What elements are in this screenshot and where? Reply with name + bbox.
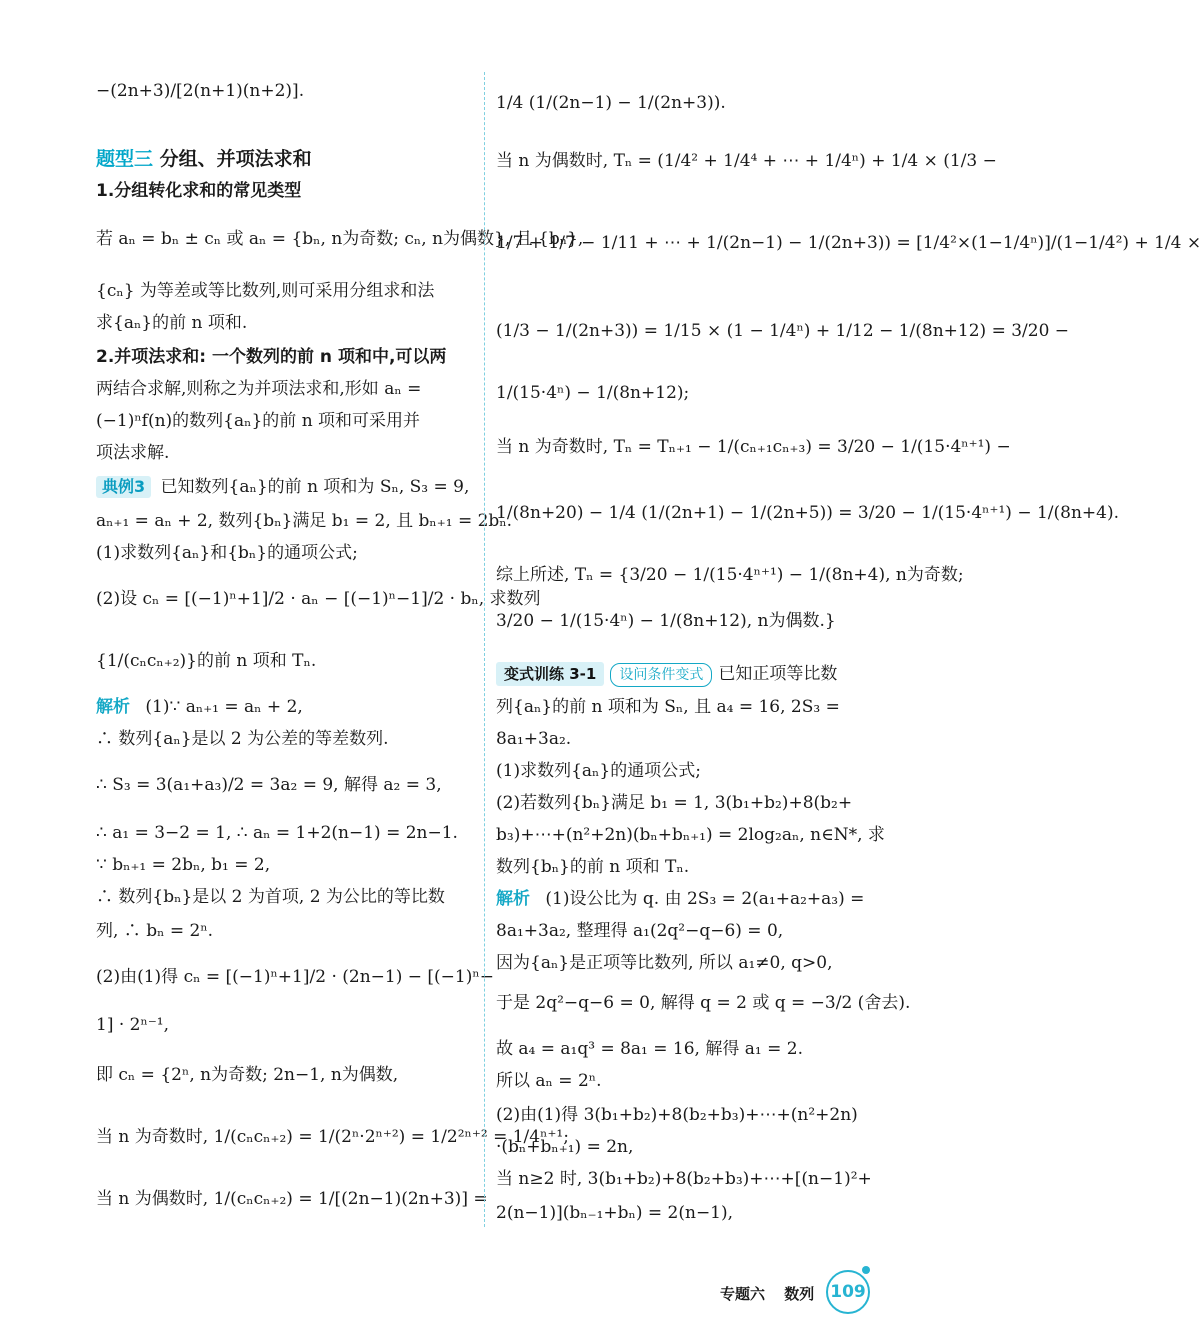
page-footer: [720, 1283, 814, 1304]
right-line-7: 1/(8n+20) − 1/4 (1/(2n+1) − 1/(2n+5)) = 3/20 − 1/(15·4ⁿ⁺¹) − 1/(8n+4).: [496, 503, 1120, 523]
left-line-13: (1)求数列{aₙ}和{bₙ}的通项公式;: [96, 543, 358, 563]
right-line-8: 综上所述, Tₙ = {3/20 − 1/(15·4ⁿ⁺¹) − 1/(8n+4), n为奇数;: [496, 565, 964, 585]
section-tag: 题型三: [96, 148, 154, 170]
right-line-22: 所以 aₙ = 2ⁿ.: [496, 1071, 602, 1091]
section-heading: [96, 148, 312, 170]
left-line-4: 若 aₙ = bₙ ± cₙ 或 aₙ = {bₙ, n为奇数; cₙ, n为偶数}, 且 {bₙ},: [96, 229, 584, 249]
left-line-24: 1] · 2ⁿ⁻¹,: [96, 1015, 170, 1035]
left-line-25: 即 cₙ = {2ⁿ, n为奇数; 2n−1, n为偶数,: [96, 1065, 399, 1085]
right-line-4: (1/3 − 1/(2n+3)) = 1/15 × (1 − 1/4ⁿ) + 1/12 − 1/(8n+12) = 3/20 −: [496, 321, 1070, 341]
left-line-18: ∴ S₃ = 3(a₁+a₃)/2 = 3a₂ = 9, 解得 a₂ = 3,: [96, 775, 442, 795]
column-divider: [484, 72, 485, 1227]
left-line-17: ∴ 数列{aₙ}是以 2 为公差的等差数列.: [96, 729, 389, 749]
left-line-20: ∵ bₙ₊₁ = 2bₙ, b₁ = 2,: [96, 855, 271, 875]
left-line-8: 两结合求解,则称之为并项法求和,形如 aₙ =: [96, 379, 422, 399]
left-line-9: (−1)ⁿf(n)的数列{aₙ}的前 n 项和可采用并: [96, 411, 421, 431]
left-line-19: ∴ a₁ = 3−2 = 1, ∴ aₙ = 1+2(n−1) = 2n−1.: [96, 823, 458, 843]
analysis-line: [96, 696, 303, 718]
right-line-6: 当 n 为奇数时, Tₙ = Tₙ₊₁ − 1/(cₙ₊₁cₙ₊₃) = 3/20 − 1/(15·4ⁿ⁺¹) −: [496, 437, 1011, 457]
right-line-26: 2(n−1)](bₙ₋₁+bₙ) = 2(n−1),: [496, 1203, 734, 1223]
right-line-20: 于是 2q²−q−6 = 0, 解得 q = 2 或 q = −3/2 (舍去).: [496, 993, 911, 1013]
example-text: 已知数列{aₙ}的前 n 项和为 Sₙ, S₃ = 9,: [160, 477, 470, 497]
right-line-1: 1/4 (1/(2n−1) − 1/(2n+3)).: [496, 93, 726, 113]
page-number: 109: [826, 1270, 870, 1314]
right-line-24: ·(bₙ+bₙ₊₁) = 2n,: [496, 1137, 634, 1157]
right-analysis-tag: 解析: [496, 889, 530, 909]
left-line-3: 1.分组转化求和的常见类型: [96, 181, 302, 201]
left-line-12: aₙ₊₁ = aₙ + 2, 数列{bₙ}满足 b₁ = 2, 且 bₙ₊₁ = 2bₙ.: [96, 511, 513, 531]
analysis-tag: 解析: [96, 697, 130, 717]
right-line-21: 故 a₄ = a₁q³ = 8a₁ = 16, 解得 a₁ = 2.: [496, 1039, 803, 1059]
left-line-27: 当 n 为偶数时, 1/(cₙcₙ₊₂) = 1/[(2n−1)(2n+3)] =: [96, 1189, 488, 1209]
left-line-15: {1/(cₙcₙ₊₂)}的前 n 项和 Tₙ.: [96, 651, 317, 671]
left-line-14: (2)设 cₙ = [(−1)ⁿ+1]/2 · aₙ − [(−1)ⁿ−1]/2 · bₙ, 求数列: [96, 589, 541, 609]
right-line-2: 当 n 为偶数时, Tₙ = (1/4² + 1/4⁴ + ⋯ + 1/4ⁿ) + 1/4 × (1/3 −: [496, 151, 997, 171]
variant-text: 已知正项等比数: [718, 664, 838, 684]
right-line-18: 8a₁+3a₂, 整理得 a₁(2q²−q−6) = 0,: [496, 921, 784, 941]
left-line-5: {cₙ} 为等差或等比数列,则可采用分组求和法: [96, 281, 435, 301]
footer-topic: 专题六: [720, 1285, 766, 1303]
variant-sub-tag: 设问条件变式: [610, 663, 712, 687]
page-dot-icon: [862, 1266, 870, 1274]
right-line-25: 当 n≥2 时, 3(b₁+b₂)+8(b₂+b₃)+⋯+[(n−1)²+: [496, 1169, 872, 1189]
left-line-23: (2)由(1)得 cₙ = [(−1)ⁿ+1]/2 · (2n−1) − [(−1)ⁿ−: [96, 967, 494, 987]
right-line-5: 1/(15·4ⁿ) − 1/(8n+12);: [496, 383, 690, 403]
right-line-19: 因为{aₙ}是正项等比数列, 所以 a₁≠0, q>0,: [496, 953, 833, 973]
left-line-1: −(2n+3)/[2(n+1)(n+2)].: [96, 81, 305, 101]
analysis-text: (1)∵ aₙ₊₁ = aₙ + 2,: [145, 697, 303, 717]
example-line: [96, 476, 469, 498]
variant-tag: 变式训练 3-1: [496, 662, 604, 686]
left-line-22: 列, ∴ bₙ = 2ⁿ.: [96, 921, 214, 941]
right-line-3: 1/7 + 1/7 − 1/11 + ⋯ + 1/(2n−1) − 1/(2n+3)) = [1/4²×(1−1/4ⁿ)]/(1−1/4²) + 1/4 ×: [496, 233, 1201, 253]
left-line-21: ∴ 数列{bₙ}是以 2 为首项, 2 为公比的等比数: [96, 887, 445, 907]
right-line-14: (2)若数列{bₙ}满足 b₁ = 1, 3(b₁+b₂)+8(b₂+: [496, 793, 853, 813]
right-line-9: 3/20 − 1/(15·4ⁿ) − 1/(8n+12), n为偶数.}: [496, 611, 836, 631]
right-line-11: 列{aₙ}的前 n 项和为 Sₙ, 且 a₄ = 16, 2S₃ =: [496, 697, 840, 717]
example-tag: 典例3: [96, 476, 151, 498]
section-title: 分组、并项法求和: [159, 148, 312, 170]
variant-line: [496, 662, 837, 687]
right-line-13: (1)求数列{aₙ}的通项公式;: [496, 761, 701, 781]
right-line-15: b₃)+⋯+(n²+2n)(bₙ+bₙ₊₁) = 2log₂aₙ, n∈N*, 求: [496, 825, 885, 845]
right-analysis-text: (1)设公比为 q. 由 2S₃ = 2(a₁+a₂+a₃) =: [545, 889, 865, 909]
right-line-12: 8a₁+3a₂.: [496, 729, 572, 749]
footer-section: 数列: [784, 1285, 815, 1303]
left-line-6: 求{aₙ}的前 n 项和.: [96, 313, 248, 333]
right-analysis-line: [496, 888, 864, 910]
right-line-23: (2)由(1)得 3(b₁+b₂)+8(b₂+b₃)+⋯+(n²+2n): [496, 1105, 858, 1125]
left-line-10: 项法求解.: [96, 443, 170, 463]
left-line-7: 2.并项法求和: 一个数列的前 n 项和中,可以两: [96, 347, 447, 367]
right-line-16: 数列{bₙ}的前 n 项和 Tₙ.: [496, 857, 690, 877]
left-line-26: 当 n 为奇数时, 1/(cₙcₙ₊₂) = 1/(2ⁿ·2ⁿ⁺²) = 1/2²ⁿ⁺² = 1/4ⁿ⁺¹;: [96, 1127, 569, 1147]
